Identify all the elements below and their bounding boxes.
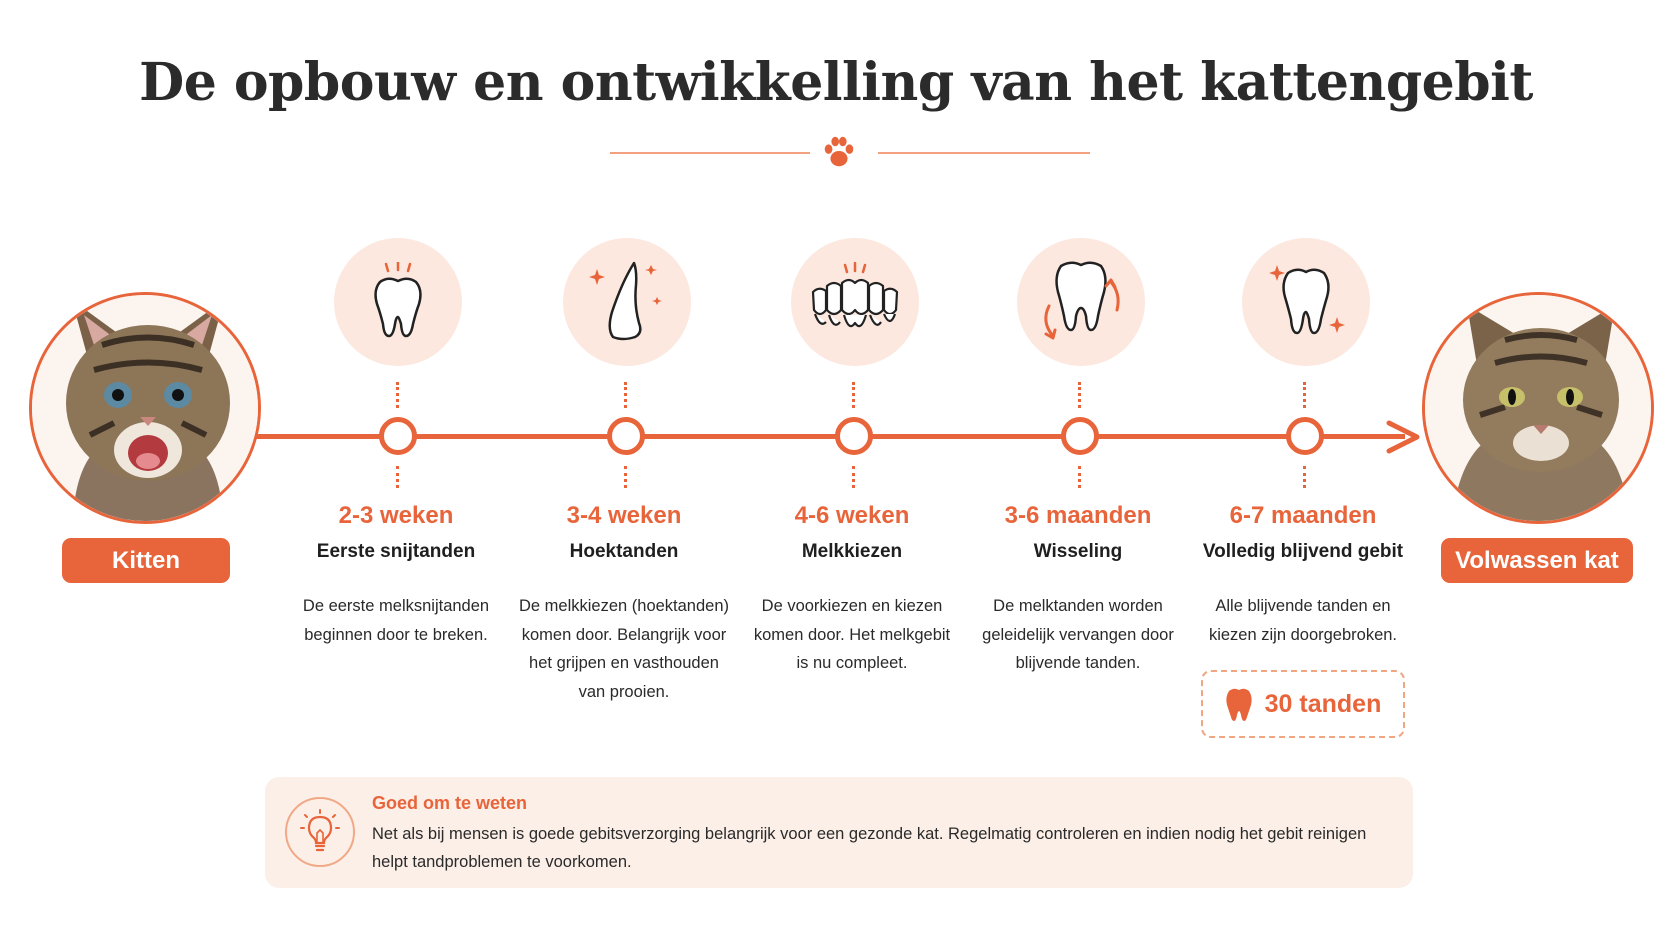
- single-tooth-icon: [363, 262, 433, 342]
- stage-5-connector-bottom: [1303, 466, 1306, 488]
- stage-4-connector-top: [1078, 382, 1081, 408]
- stage-2-icon-circle: [563, 238, 691, 366]
- stage-5-name: Volledig blijvend gebit: [1202, 541, 1404, 562]
- stage-3-period: 4-6 weken: [794, 502, 910, 529]
- stage-5-description: Alle blijvende tanden en kiezen zijn doorgebroken.: [1208, 597, 1398, 644]
- stage-3-connector-top: [852, 382, 855, 408]
- stage-1-node: [379, 417, 417, 455]
- stage-1-icon-circle: [334, 238, 462, 366]
- page-title: De opbouw en ontwikkelling van het kattengebit: [139, 52, 1533, 113]
- stage-4-connector-bottom: [1078, 466, 1081, 488]
- canine-tooth-icon: [587, 257, 667, 347]
- teeth-row-icon: [805, 262, 905, 342]
- stage-4-name: Wisseling: [1033, 541, 1123, 562]
- tooth-replacement-icon: [1031, 254, 1131, 350]
- title-divider-left: [610, 152, 810, 154]
- stage-2-node: [607, 417, 645, 455]
- tip-icon-circle: [285, 797, 355, 867]
- stage-2-name: Hoektanden: [569, 541, 679, 562]
- stage-5-period: 6-7 maanden: [1229, 502, 1377, 529]
- title-divider-right: [878, 152, 1090, 154]
- teeth-count-label: 30 tanden: [1264, 689, 1382, 718]
- kitten-photo: [29, 292, 261, 524]
- teeth-count-badge: [1201, 670, 1405, 738]
- stage-3-icon-circle: [791, 238, 919, 366]
- stage-1-connector-bottom: [396, 466, 399, 488]
- stage-5-connector-top: [1303, 382, 1306, 408]
- stage-2-description: De melkkiezen (hoektanden) komen door. Belangrijk voor het grijpen en vasthouden van prooien.: [518, 597, 730, 701]
- tip-box: [265, 777, 1413, 888]
- tip-text: Net als bij mensen is goede gebitsverzorging belangrijk voor een gezonde kat. Regelmatig controleren en indien nodig het gebit reinigen helpt tandproblemen te voorkomen.: [372, 825, 1367, 871]
- lightbulb-icon: [300, 809, 340, 855]
- tooth-icon: [1225, 687, 1253, 721]
- stage-4-description: De melktanden worden geleidelijk vervangen door blijvende tanden.: [982, 597, 1174, 672]
- stage-4-period: 3-6 maanden: [1004, 502, 1152, 529]
- stage-1-connector-top: [396, 382, 399, 408]
- stage-3-description: De voorkiezen en kiezen komen door. Het melkgebit is nu compleet.: [753, 597, 951, 672]
- stage-5-icon-circle: [1242, 238, 1370, 366]
- stage-3-node: [835, 417, 873, 455]
- timeline-arrow-icon: [1385, 420, 1421, 454]
- sparkling-tooth-icon: [1261, 257, 1351, 347]
- adult-cat-label: Volwassen kat: [1441, 538, 1633, 583]
- paw-icon: [820, 133, 858, 171]
- timeline-line: [255, 434, 1405, 439]
- stage-2-period: 3-4 weken: [566, 502, 682, 529]
- stage-2-connector-top: [624, 382, 627, 408]
- adult-cat-photo: [1422, 292, 1654, 524]
- stage-1-name: Eerste snijtanden: [316, 541, 476, 562]
- stage-4-icon-circle: [1017, 238, 1145, 366]
- stage-1-period: 2-3 weken: [338, 502, 454, 529]
- stage-3-connector-bottom: [852, 466, 855, 488]
- tip-title: Goed om te weten: [372, 793, 528, 813]
- stage-1-description: De eerste melksnijtanden beginnen door te breken.: [302, 597, 490, 644]
- stage-3-name: Melkkiezen: [801, 541, 903, 562]
- kitten-label: Kitten: [62, 538, 230, 583]
- stage-5-node: [1286, 417, 1324, 455]
- stage-4-node: [1061, 417, 1099, 455]
- stage-2-connector-bottom: [624, 466, 627, 488]
